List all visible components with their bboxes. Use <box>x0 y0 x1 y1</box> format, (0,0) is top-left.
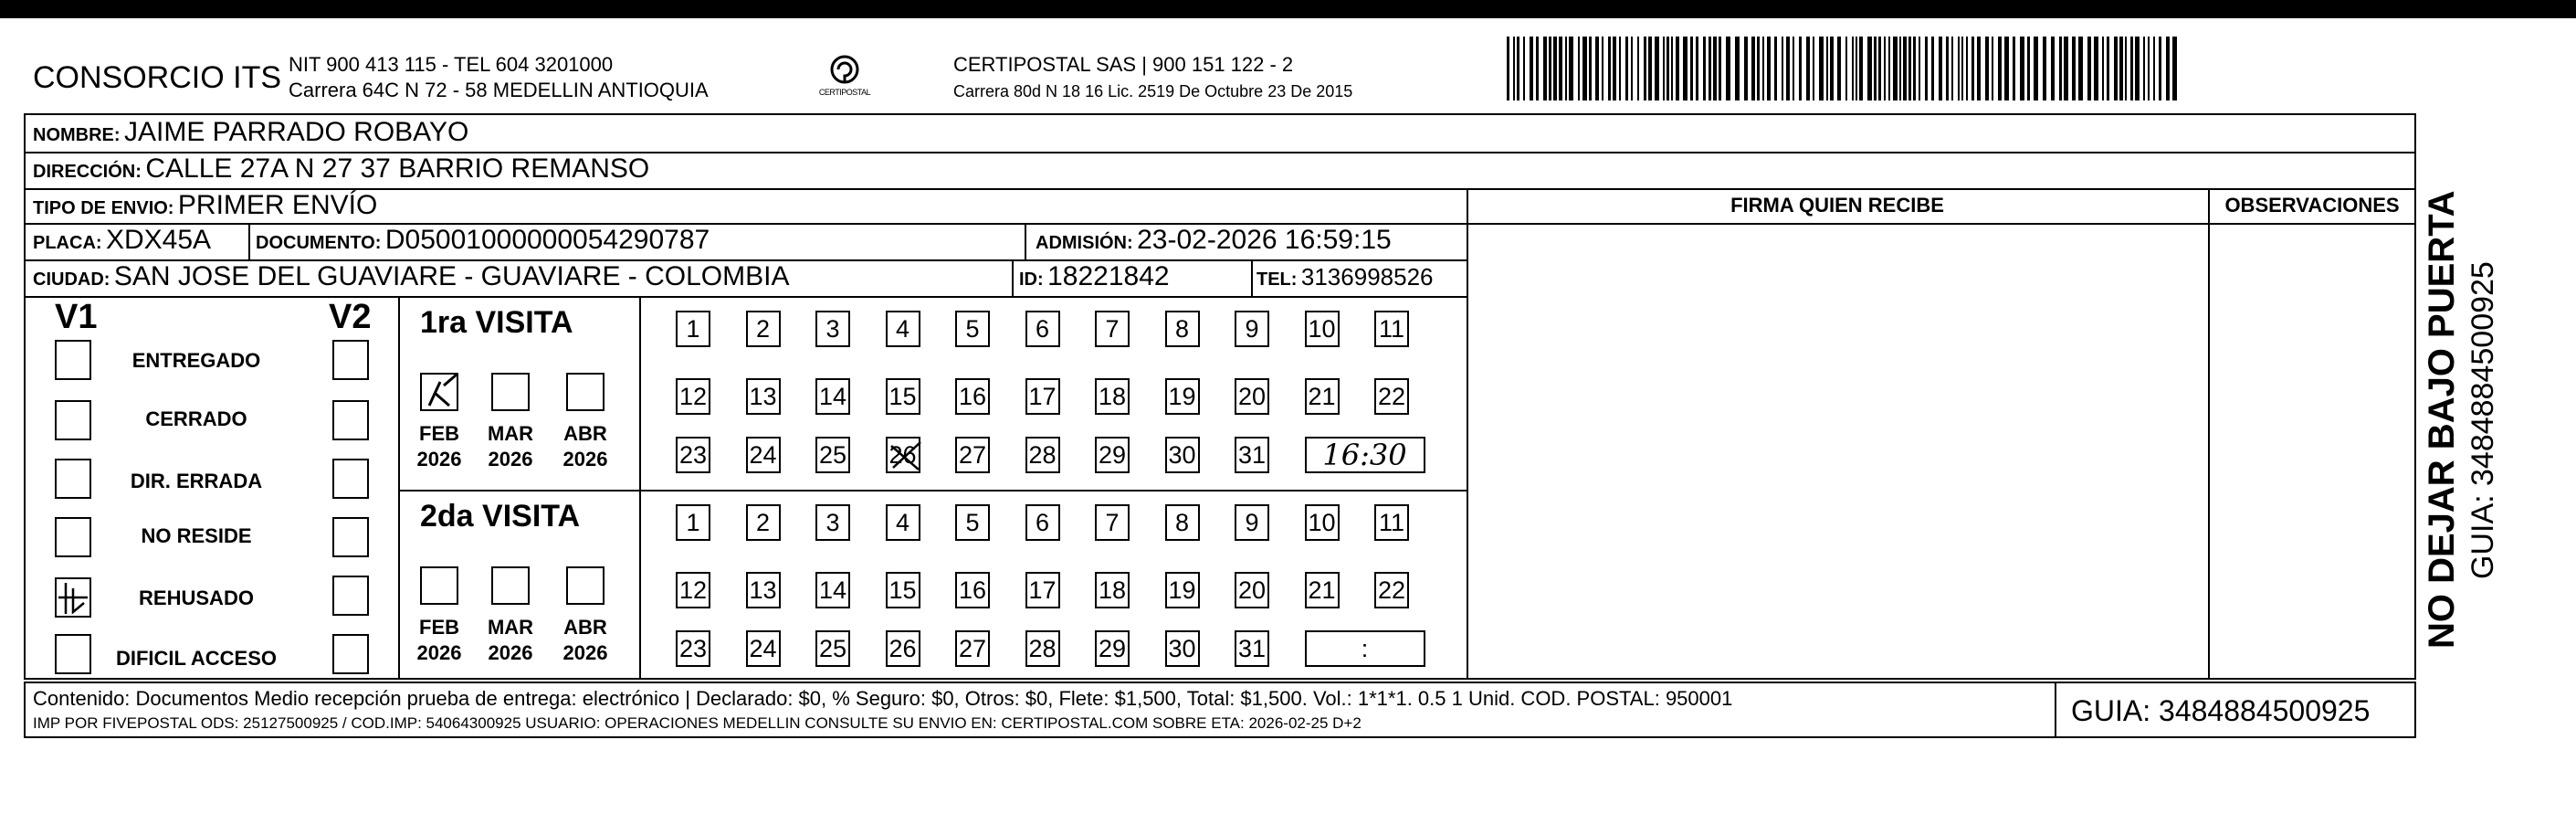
first-visit-day-1[interactable]: 1 <box>676 311 710 347</box>
second-month-feb: FEB <box>419 616 459 639</box>
handwritten-cross-mark <box>888 439 922 475</box>
first-visit-day-10[interactable]: 10 <box>1305 311 1340 347</box>
first-visit-day-15[interactable]: 15 <box>886 378 920 415</box>
second-visit-day-20[interactable]: 20 <box>1235 572 1269 608</box>
first-visit-day-13[interactable]: 13 <box>746 378 781 415</box>
first-visit-day-7[interactable]: 7 <box>1095 311 1130 347</box>
handwritten-mark <box>422 375 460 413</box>
first-visit-day-27[interactable]: 27 <box>955 437 990 473</box>
top-black-bar <box>0 0 2576 18</box>
v2-rehusado-checkbox[interactable] <box>332 576 369 616</box>
second-visit-day-31[interactable]: 31 <box>1235 630 1269 667</box>
second-year-mar: 2026 <box>488 641 533 664</box>
placa-label: PLACA: <box>33 233 102 253</box>
first-month-abr: ABR <box>563 422 607 445</box>
first-visit-day-3[interactable]: 3 <box>815 311 850 347</box>
first-year-feb: 2026 <box>416 448 462 470</box>
second-visit-day-9[interactable]: 9 <box>1235 504 1269 541</box>
status-rehusado-label: REHUSADO <box>139 587 254 609</box>
placa-cell <box>33 225 211 256</box>
second-visit-day-7[interactable]: 7 <box>1095 504 1130 541</box>
first-visit-day-9[interactable]: 9 <box>1235 311 1269 347</box>
second-visit-time-field[interactable]: : <box>1305 630 1425 667</box>
first-visit-day-31[interactable]: 31 <box>1235 437 1269 473</box>
v2-no-reside-checkbox[interactable] <box>332 517 369 557</box>
ciudad-value: SAN JOSE DEL GUAVIARE - GUAVIARE - COLOMBIA <box>113 261 790 291</box>
tipo-envio-row <box>33 190 377 221</box>
second-year-feb: 2026 <box>416 641 462 664</box>
second-month-abr-box[interactable] <box>566 566 605 605</box>
second-visit-day-13[interactable]: 13 <box>746 572 781 608</box>
courier-address: Carrera 80d N 18 16 Lic. 2519 De Octubre 23 De 2015 <box>953 82 1353 100</box>
second-visit-day-30[interactable]: 30 <box>1165 630 1200 667</box>
second-visit-day-12[interactable]: 12 <box>676 572 710 608</box>
first-visit-day-12[interactable]: 12 <box>676 378 710 415</box>
company-name: CONSORCIO ITS <box>33 60 282 95</box>
first-visit-title: 1ra VISITA <box>420 305 573 340</box>
placa-value: XDX45A <box>106 225 212 255</box>
ciudad-cell <box>33 261 790 292</box>
second-visit-day-24[interactable]: 24 <box>746 630 781 667</box>
second-month-mar: MAR <box>487 616 534 639</box>
first-visit-day-11[interactable]: 11 <box>1374 311 1409 347</box>
second-visit-day-23[interactable]: 23 <box>676 630 710 667</box>
direccion-label: DIRECCIÓN: <box>33 162 142 182</box>
first-visit-day-30[interactable]: 30 <box>1165 437 1200 473</box>
id-cell <box>1019 261 1170 292</box>
company-nit-tel: NIT 900 413 115 - TEL 604 3201000 <box>289 53 614 76</box>
footer-guia: GUIA: 3484884500925 <box>2071 694 2371 727</box>
nombre-label: NOMBRE: <box>33 125 121 145</box>
documento-value: D05001000000054290787 <box>384 225 710 255</box>
tel-label: TEL: <box>1256 270 1298 290</box>
second-month-abr: ABR <box>563 616 607 639</box>
direccion-value: CALLE 27A N 27 37 BARRIO REMANSO <box>145 153 650 184</box>
nombre-row <box>33 117 468 148</box>
direccion-row <box>33 153 649 185</box>
first-visit-day-28[interactable]: 28 <box>1025 437 1060 473</box>
first-visit-day-26[interactable]: 26 <box>886 437 920 473</box>
second-visit-day-5[interactable]: 5 <box>955 504 990 541</box>
id-value: 18221842 <box>1047 261 1170 291</box>
side-guia: GUIA: 3484884500925 <box>2466 261 2500 579</box>
v2-dificil-acceso-checkbox[interactable] <box>332 634 369 674</box>
second-month-mar-box[interactable] <box>491 566 530 605</box>
nombre-value: JAIME PARRADO ROBAYO <box>124 117 469 147</box>
first-visit-day-6[interactable]: 6 <box>1025 311 1060 347</box>
second-visit-day-29[interactable]: 29 <box>1095 630 1130 667</box>
first-visit-day-21[interactable]: 21 <box>1305 378 1340 415</box>
first-visit-day-14[interactable]: 14 <box>815 378 850 415</box>
second-visit-day-4[interactable]: 4 <box>886 504 920 541</box>
id-label: ID: <box>1019 270 1044 290</box>
first-visit-day-20[interactable]: 20 <box>1235 378 1269 415</box>
side-warning: NO DEJAR BAJO PUERTA <box>2422 190 2462 649</box>
admision-cell <box>1036 225 1392 256</box>
observaciones-header: OBSERVACIONES <box>2224 194 2400 217</box>
tipo-value: PRIMER ENVÍO <box>177 190 378 220</box>
second-visit-day-17[interactable]: 17 <box>1025 572 1060 608</box>
status-dificil-acceso-label: DIFICIL ACCESO <box>115 647 277 670</box>
ciudad-label: CIUDAD: <box>33 270 110 290</box>
first-month-abr-box[interactable] <box>566 373 605 411</box>
second-visit-day-28[interactable]: 28 <box>1025 630 1060 667</box>
second-visit-day-16[interactable]: 16 <box>955 572 990 608</box>
first-visit-day-18[interactable]: 18 <box>1095 378 1130 415</box>
first-visit-day-25[interactable]: 25 <box>815 437 850 473</box>
v1-header: V1 <box>55 298 98 336</box>
second-year-abr: 2026 <box>563 641 608 664</box>
second-visit-day-8[interactable]: 8 <box>1165 504 1200 541</box>
second-visit-title: 2da VISITA <box>420 499 581 534</box>
v2-dir-errada-checkbox[interactable] <box>332 459 369 499</box>
first-visit-day-23[interactable]: 23 <box>676 437 710 473</box>
status-dir-errada-label: DIR. ERRADA <box>130 470 263 492</box>
first-month-mar-box[interactable] <box>491 373 530 411</box>
second-visit-day-2[interactable]: 2 <box>746 504 781 541</box>
first-visit-day-17[interactable]: 17 <box>1025 378 1060 415</box>
tipo-label: TIPO DE ENVIO: <box>33 198 174 218</box>
second-visit-day-15[interactable]: 15 <box>886 572 920 608</box>
status-cerrado-label: CERRADO <box>145 407 247 430</box>
admision-value: 23-02-2026 16:59:15 <box>1137 225 1392 255</box>
first-year-mar: 2026 <box>488 448 533 470</box>
first-visit-day-4[interactable]: 4 <box>886 311 920 347</box>
courier-name: CERTIPOSTAL SAS | 900 151 122 - 2 <box>953 53 1294 76</box>
first-month-feb: FEB <box>419 422 459 445</box>
first-month-mar: MAR <box>487 422 534 445</box>
tel-cell <box>1256 263 1434 291</box>
first-visit-day-5[interactable]: 5 <box>955 311 990 347</box>
v2-cerrado-checkbox[interactable] <box>332 400 369 440</box>
status-no-reside-label: NO RESIDE <box>141 524 252 547</box>
second-visit-day-14[interactable]: 14 <box>815 572 850 608</box>
firma-header: FIRMA QUIEN RECIBE <box>1730 194 1944 217</box>
first-year-abr: 2026 <box>563 448 608 470</box>
v2-header: V2 <box>329 298 372 336</box>
second-visit-day-27[interactable]: 27 <box>955 630 990 667</box>
second-visit-day-26[interactable]: 26 <box>886 630 920 667</box>
first-visit-day-16[interactable]: 16 <box>955 378 990 415</box>
second-visit-day-1[interactable]: 1 <box>676 504 710 541</box>
footer-contenido: Contenido: Documentos Medio recepción prueba de entrega: electrónico | Declarado: $0, % Seguro: $0, Otros: $0, Flete: $1,500, Total: $1,500. Vol.: 1*1*1. 0.5 1 Unid. COD. POSTAL: 950001 <box>33 687 1733 710</box>
barcode <box>1507 37 2182 105</box>
documento-cell <box>256 225 710 256</box>
second-visit-day-19[interactable]: 19 <box>1165 572 1200 608</box>
first-visit-day-22[interactable]: 22 <box>1374 378 1409 415</box>
first-visit-day-2[interactable]: 2 <box>746 311 781 347</box>
first-visit-day-29[interactable]: 29 <box>1095 437 1130 473</box>
second-visit-day-18[interactable]: 18 <box>1095 572 1130 608</box>
company-address: Carrera 64C N 72 - 58 MEDELLIN ANTIOQUIA <box>289 79 709 101</box>
footer-imp: IMP POR FIVEPOSTAL ODS: 25127500925 / COD.IMP: 54064300925 USUARIO: OPERACIONES MEDELLIN CONSULTE SU ENVIO EN: CERTIPOSTAL.COM SOBRE ETA: 2026-02-25 D+2 <box>33 714 1362 732</box>
second-visit-day-6[interactable]: 6 <box>1025 504 1060 541</box>
first-visit-time-field[interactable]: 16:30 <box>1305 437 1425 473</box>
second-visit-day-25[interactable]: 25 <box>815 630 850 667</box>
first-month-feb-box[interactable] <box>420 373 458 411</box>
admision-label: ADMISIÓN: <box>1036 233 1133 253</box>
status-entregado-label: ENTREGADO <box>131 349 261 372</box>
v2-entregado-checkbox[interactable] <box>332 340 369 380</box>
second-visit-day-22[interactable]: 22 <box>1374 572 1409 608</box>
second-visit-day-11[interactable]: 11 <box>1374 504 1409 541</box>
logo-text: CERTIPOSTAL <box>818 88 871 97</box>
first-visit-day-24[interactable]: 24 <box>746 437 781 473</box>
first-visit-day-19[interactable]: 19 <box>1165 378 1200 415</box>
tel-value: 3136998526 <box>1300 263 1434 291</box>
first-visit-day-8[interactable]: 8 <box>1165 311 1200 347</box>
second-visit-day-10[interactable]: 10 <box>1305 504 1340 541</box>
second-visit-day-3[interactable]: 3 <box>815 504 850 541</box>
documento-label: DOCUMENTO: <box>256 233 382 253</box>
certipostal-logo <box>813 48 877 111</box>
second-visit-day-21[interactable]: 21 <box>1305 572 1340 608</box>
second-month-feb-box[interactable] <box>420 566 458 605</box>
